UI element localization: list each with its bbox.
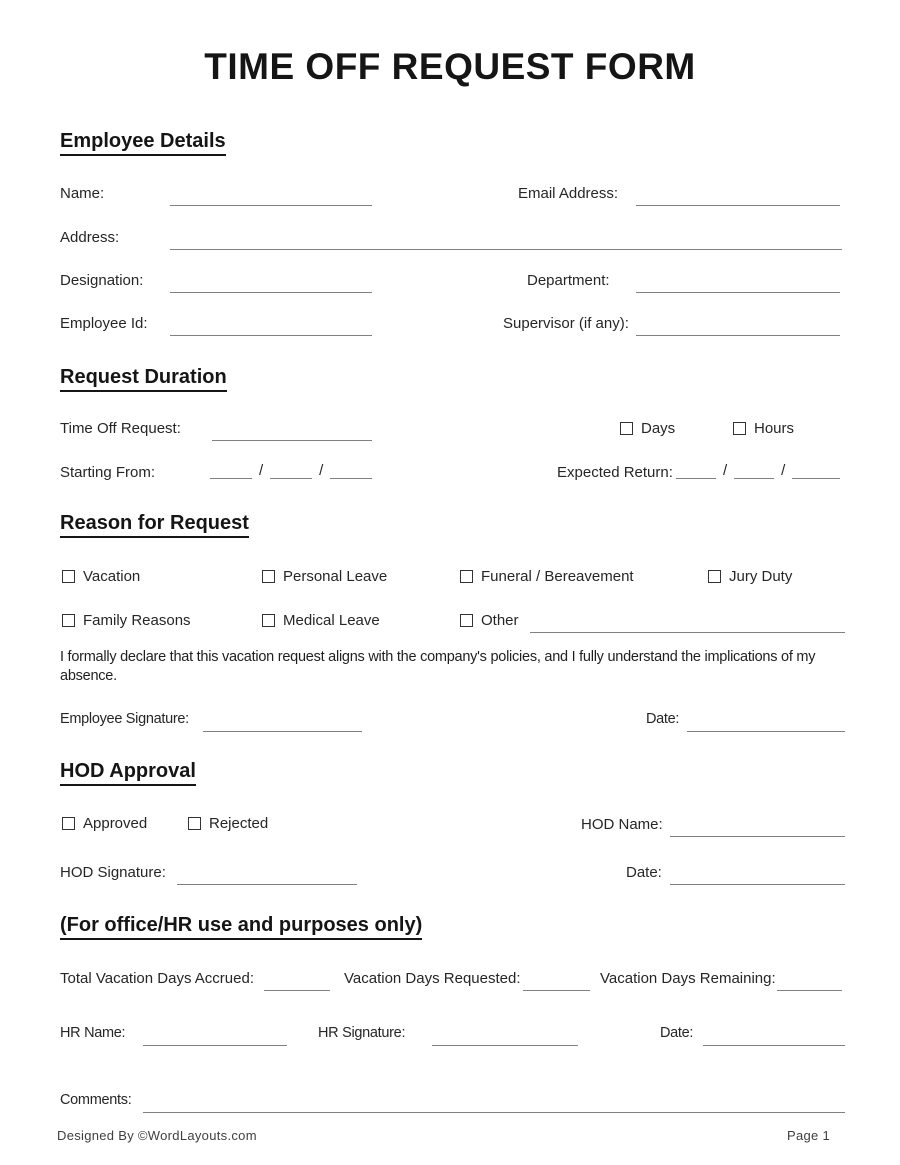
approved-checkbox[interactable]: [62, 815, 147, 832]
employee-signature-date-field[interactable]: [687, 713, 845, 732]
hod-name-field[interactable]: [670, 818, 845, 837]
days-remaining-label: Vacation Days Remaining:: [600, 970, 776, 987]
medical-leave-checkbox-box[interactable]: [262, 614, 275, 627]
time-off-request-field[interactable]: [212, 422, 372, 441]
hr-signature-label: HR Signature:: [318, 1025, 406, 1041]
family-reasons-checkbox[interactable]: [62, 612, 191, 629]
section-heading-reason-for-request: Reason for Request: [60, 512, 249, 538]
family-reasons-checkbox-box[interactable]: [62, 614, 75, 627]
supervisor-field[interactable]: [636, 317, 840, 336]
hr-date-label: Date:: [660, 1025, 694, 1041]
expected-return-day-field[interactable]: [676, 462, 716, 479]
days-checkbox-box[interactable]: [620, 422, 633, 435]
footer-credit: Designed By ©WordLayouts.com: [57, 1128, 257, 1143]
footer-page-number: Page 1: [786, 1128, 830, 1143]
days-checkbox[interactable]: [620, 420, 675, 437]
starting-from-year-field[interactable]: [330, 462, 372, 479]
other-reason-field[interactable]: [530, 614, 845, 633]
vacation-checkbox-label: Vacation: [83, 568, 141, 585]
hours-checkbox-label: Hours: [754, 420, 795, 437]
days-requested-field[interactable]: [523, 972, 590, 991]
vacation-checkbox-box[interactable]: [62, 570, 75, 583]
personal-leave-checkbox[interactable]: [262, 568, 387, 585]
hod-name-label: HOD Name:: [581, 816, 663, 833]
department-field[interactable]: [636, 274, 840, 293]
starting-from-date-field[interactable]: [210, 462, 372, 479]
other-checkbox[interactable]: [460, 612, 519, 629]
days-accrued-label: Total Vacation Days Accrued:: [60, 970, 254, 987]
section-heading-request-duration: Request Duration: [60, 366, 227, 392]
hours-checkbox[interactable]: [733, 420, 794, 437]
expected-return-month-field[interactable]: [734, 462, 774, 479]
hod-signature-label: HOD Signature:: [60, 864, 166, 881]
funeral-bereavement-checkbox-box[interactable]: [460, 570, 473, 583]
hod-date-label: Date:: [626, 864, 662, 881]
designation-field[interactable]: [170, 274, 372, 293]
name-field[interactable]: [170, 187, 372, 206]
funeral-bereavement-checkbox[interactable]: [460, 568, 634, 585]
employee-signature-label: Employee Signature:: [60, 711, 189, 727]
hours-checkbox-box[interactable]: [733, 422, 746, 435]
starting-from-label: Starting From:: [60, 464, 156, 481]
jury-duty-checkbox[interactable]: [708, 568, 792, 585]
employee-id-field[interactable]: [170, 317, 372, 336]
name-label: Name:: [60, 185, 105, 202]
declaration-text: I formally declare that this vacation request aligns with the company's policies, and I fully understand the implications of my absence.: [60, 649, 816, 684]
days-checkbox-label: Days: [641, 420, 676, 437]
form-title: TIME OFF REQUEST FORM: [204, 46, 696, 87]
expected-return-label: Expected Return:: [557, 464, 673, 481]
date-slash: /: [723, 462, 728, 479]
comments-field[interactable]: [143, 1094, 845, 1113]
jury-duty-checkbox-box[interactable]: [708, 570, 721, 583]
days-requested-label: Vacation Days Requested:: [344, 970, 521, 987]
email-field[interactable]: [636, 187, 840, 206]
address-field[interactable]: [170, 231, 842, 250]
family-reasons-checkbox-label: Family Reasons: [83, 612, 191, 629]
email-label: Email Address:: [518, 185, 619, 202]
medical-leave-checkbox[interactable]: [262, 612, 380, 629]
approved-checkbox-box[interactable]: [62, 817, 75, 830]
employee-signature-date-label: Date:: [646, 711, 680, 727]
department-label: Department:: [527, 272, 610, 289]
supervisor-label: Supervisor (if any):: [503, 315, 629, 332]
funeral-bereavement-checkbox-label: Funeral / Bereavement: [481, 568, 634, 585]
designation-label: Designation:: [60, 272, 144, 289]
hr-name-field[interactable]: [143, 1027, 287, 1046]
date-slash: /: [781, 462, 786, 479]
starting-from-day-field[interactable]: [210, 462, 252, 479]
rejected-checkbox-label: Rejected: [209, 815, 269, 832]
other-checkbox-label: Other: [481, 612, 519, 629]
jury-duty-checkbox-label: Jury Duty: [729, 568, 793, 585]
hr-date-field[interactable]: [703, 1027, 845, 1046]
approved-checkbox-label: Approved: [83, 815, 148, 832]
medical-leave-checkbox-label: Medical Leave: [283, 612, 380, 629]
hr-signature-field[interactable]: [432, 1027, 578, 1046]
hod-signature-field[interactable]: [177, 866, 357, 885]
date-slash: /: [259, 462, 264, 479]
expected-return-year-field[interactable]: [792, 462, 840, 479]
address-label: Address:: [60, 229, 120, 246]
hr-name-label: HR Name:: [60, 1025, 126, 1041]
personal-leave-checkbox-box[interactable]: [262, 570, 275, 583]
section-heading-hod-approval: HOD Approval: [60, 760, 196, 786]
other-checkbox-box[interactable]: [460, 614, 473, 627]
expected-return-date-field[interactable]: [676, 462, 840, 479]
section-heading-employee-details: Employee Details: [60, 130, 226, 156]
hod-date-field[interactable]: [670, 866, 845, 885]
rejected-checkbox[interactable]: [188, 815, 268, 832]
date-slash: /: [319, 462, 324, 479]
comments-label: Comments:: [60, 1092, 132, 1108]
vacation-checkbox[interactable]: [62, 568, 140, 585]
employee-signature-field[interactable]: [203, 713, 362, 732]
rejected-checkbox-box[interactable]: [188, 817, 201, 830]
days-accrued-field[interactable]: [264, 972, 330, 991]
section-heading-office-use: (For office/HR use and purposes only): [60, 914, 422, 940]
employee-id-label: Employee Id:: [60, 315, 148, 332]
time-off-request-label: Time Off Request:: [60, 420, 181, 437]
starting-from-month-field[interactable]: [270, 462, 312, 479]
personal-leave-checkbox-label: Personal Leave: [283, 568, 388, 585]
days-remaining-field[interactable]: [777, 972, 842, 991]
